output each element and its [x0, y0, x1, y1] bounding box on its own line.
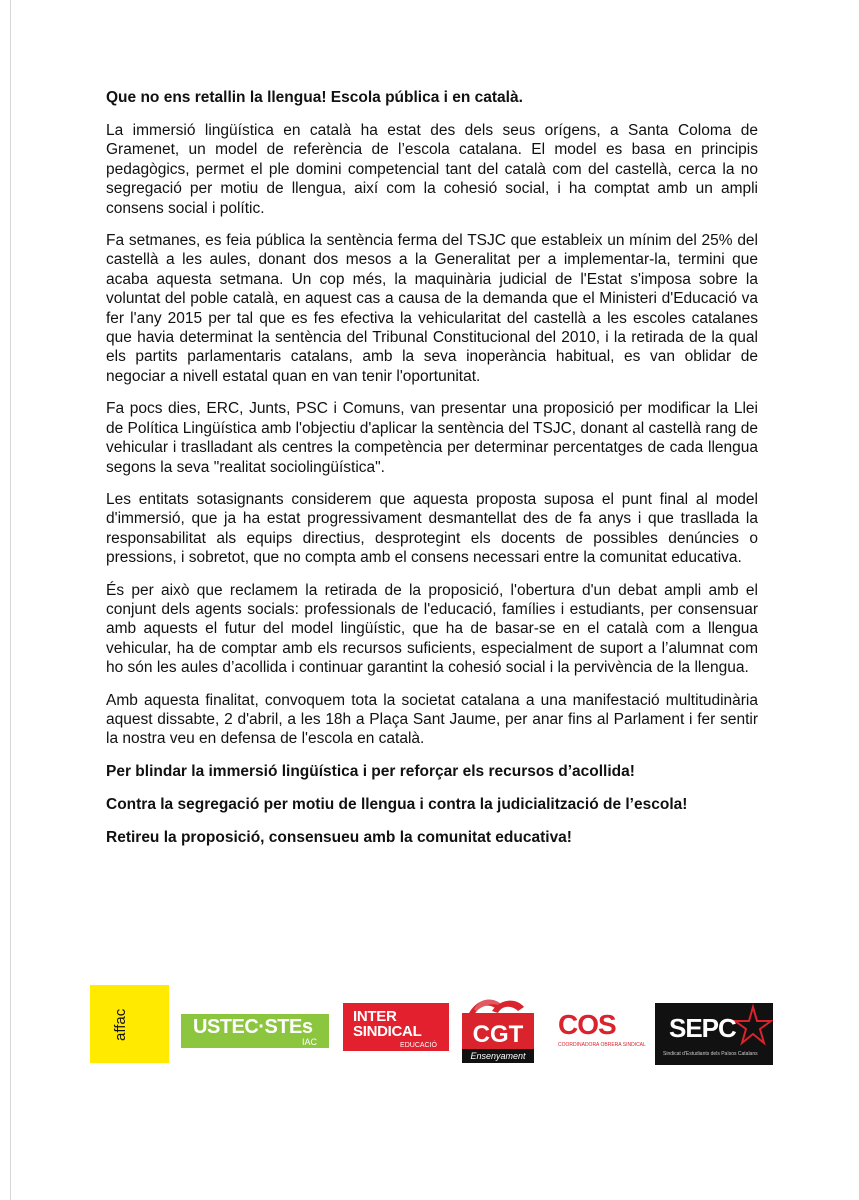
signatory-logos [0, 985, 859, 1075]
cgt-logo-text: CGT [472, 1021, 524, 1048]
cos-logo [556, 1007, 646, 1051]
document-title: Que no ens retallin la llengua! Escola pública i en català. [106, 89, 523, 106]
intersindical-logo-line1: INTER [353, 1008, 397, 1025]
document-body [106, 88, 758, 861]
cos-logo-text: COS [558, 1009, 616, 1040]
ustec-logo-text: USTEC·STEs [193, 1016, 313, 1038]
ustec-stes-logo [181, 1014, 329, 1048]
sepc-logo-text: SEPC [669, 1013, 736, 1043]
paragraph-5: És per això que reclamem la retirada de la proposició, l'obertura d'un debat ampli amb el conjunt dels agents socials: professionals de l'educació, famílies i estudiants, per consensuar amb aquests el futur del model lingüístic, que ha de basar-se en el català com a llengua vehicular, ha de comptar amb els recursos suficients, especialment de suport a l’alumnat com ho són les aules d’acollida i continuar garantint la cohesió social i la pervivència de la llengua. [106, 581, 758, 677]
cgt-logo [462, 993, 534, 1063]
sepc-logo [655, 1003, 773, 1065]
slogan-1: Per blindar la immersió lingüística i per reforçar els recursos d’acollida! [106, 762, 635, 780]
intersindical-logo-line2: SINDICAL [353, 1023, 422, 1040]
paragraph-6: Amb aquesta finalitat, convoquem tota la societat catalana a una manifestació multitudinària aquest dissabte, 2 d'abril, a les 18h a Plaça Sant Jaume, per anar fins al Parlament i fer sentir la nostra veu en defensa de l'escola en català. [106, 691, 758, 748]
ustec-logo-subtext: IAC [301, 1037, 317, 1047]
affac-logo-text: affac [112, 1008, 129, 1041]
slogan-3: Retireu la proposició, consensueu amb la comunitat educativa! [106, 828, 572, 846]
sepc-logo-subtext: Sindicat d'Estudiants dels Països Catalans [663, 1051, 758, 1057]
cos-logo-subtext: COORDINADORA OBRERA SINDICAL [558, 1042, 646, 1048]
paragraph-4: Les entitats sotasignants considerem que aquesta proposta suposa el punt final al model d'immersió, que ja ha estat progressivament desmantellat des de fa anys i que trasllada la responsabilitat als equips directius, desprotegint els docents de possibles denúncies o pressions, i sobretot, que no compta amb el consens necessari entre la comunitat educativa. [106, 490, 758, 567]
paragraph-3: Fa pocs dies, ERC, Junts, PSC i Comuns, van presentar una proposició per modificar la Llei de Política Lingüística amb l'objectiu d'aplicar la sentència del TSJC, donant al castellà rang de vehicular i traslladant als centres la competència per determinar percentatges de cada llengua segons la seva "realitat sociolingüística". [106, 400, 758, 476]
intersindical-logo-line3: EDUCACIÓ [400, 1042, 437, 1049]
paragraph-1: La immersió lingüística en català ha estat des dels seus orígens, a Santa Coloma de Gramenet, un model de referència de l’escola catalana. El model es basa en principis pedagògics, permet el ple domini competencial tant del català com del castellà, cerca la no segregació per motiu de llengua, així com la cohesió social, i ha comptat amb un ampli consens social i polític. [106, 122, 758, 217]
slogan-2: Contra la segregació per motiu de llengua i contra la judicialització de l’escola! [106, 795, 688, 813]
paragraph-2: Fa setmanes, es feia pública la sentència ferma del TSJC que estableix un mínim del 25% del castellà a les aules, donant dos mesos a la Generalitat per a implementar-la, termini que acaba aquesta setmana. Un cop més, la maquinària judicial de l'Estat s'imposa sobre la voluntat del poble català, en aquest cas a causa de la demanda que el Ministeri d'Educació va fer l'any 2015 per tal que es fes efectiva la vehicularitat del castellà a les escoles catalanes que havia determinat la sentència del Tribunal Constitucional del 2010, i la retirada de la qual els partits parlamentaris catalans, amb la seva inoperància habitual, es van oblidar de negociar a nivell estatal quan en van tenir l'oportunitat. [106, 232, 758, 385]
affac-logo [90, 985, 169, 1063]
intersindical-logo [343, 1003, 449, 1051]
cgt-logo-graphic [462, 993, 534, 1063]
cgt-logo-subtext: Ensenyament [470, 1051, 526, 1061]
